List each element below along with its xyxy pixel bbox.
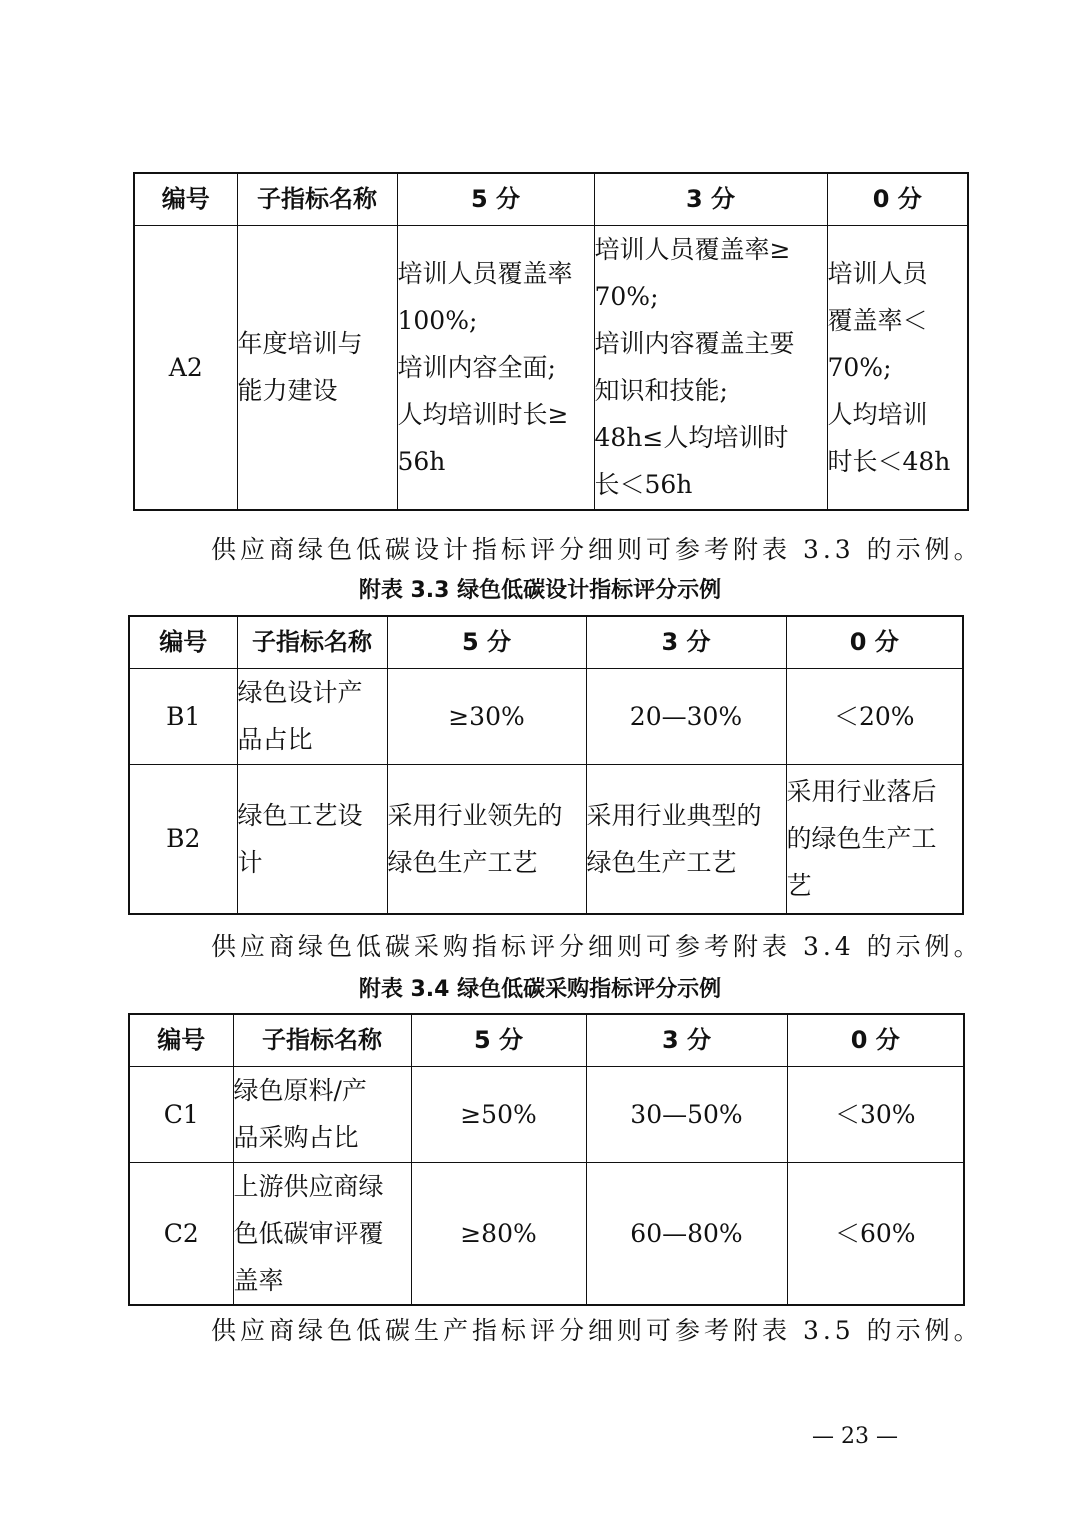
row-name: [237, 764, 387, 914]
cell-line: 采用行业领先的: [387, 800, 563, 830]
header-id: 编号: [134, 173, 237, 225]
row-id: C1: [129, 1066, 233, 1162]
table-row: [129, 1066, 964, 1162]
cell-line: 培训人员覆盖率≥: [594, 235, 791, 265]
row-score-0: ＜30%: [787, 1066, 964, 1162]
page-number: — 23 —: [812, 1424, 898, 1449]
row-score-5: ≥80%: [411, 1162, 586, 1305]
row-score-5: ≥50%: [411, 1066, 586, 1162]
row-score-0: [786, 764, 963, 914]
header-score-5: 5 分: [397, 173, 594, 225]
cell-line: 艺: [786, 871, 812, 901]
cell-line: 人均培训时长≥: [397, 399, 569, 429]
cell-line: 100%;: [397, 305, 478, 335]
header-score-5: 5 分: [411, 1014, 586, 1066]
cell-line: 绿色设计产: [237, 678, 363, 707]
header-name: 子指标名称: [233, 1014, 411, 1066]
cell-line: 人均培训: [827, 399, 928, 429]
row-id: A2: [134, 225, 237, 510]
scoring-table-c: [128, 1013, 965, 1306]
header-score-3: 3 分: [594, 173, 827, 225]
cell-line: 色低碳审评覆: [233, 1218, 384, 1248]
cell-line: 盖率: [233, 1265, 284, 1295]
header-name: 子指标名称: [237, 616, 387, 668]
row-score-5: [387, 764, 586, 914]
row-score-0: ＜60%: [787, 1162, 964, 1305]
header-id: 编号: [129, 1014, 233, 1066]
row-score-3: 60—80%: [586, 1162, 787, 1305]
row-score-3: [586, 764, 786, 914]
cell-line: 品采购占比: [233, 1123, 359, 1152]
row-score-0: ＜20%: [786, 668, 963, 764]
row-id: C2: [129, 1162, 233, 1305]
header-score-0: 0 分: [787, 1014, 964, 1066]
scoring-table-b: [128, 615, 964, 915]
cell-line: 培训人员覆盖率: [397, 258, 573, 288]
header-score-0: 0 分: [827, 173, 968, 225]
cell-line: 绿色生产工艺: [586, 847, 737, 877]
table-row: [129, 764, 963, 914]
cell-line: 培训人员: [827, 258, 928, 288]
header-name: 子指标名称: [237, 173, 397, 225]
table-row: [134, 225, 968, 510]
cell-line: 48h≤人均培训时: [594, 423, 789, 453]
table-header-row: [134, 173, 968, 225]
table-header-row: [129, 616, 963, 668]
cell-line: 采用行业落后: [786, 777, 937, 807]
cell-line: 70%;: [827, 352, 892, 382]
row-score-5: ≥30%: [387, 668, 586, 764]
row-score-5: [397, 225, 594, 510]
cell-line: 采用行业典型的: [586, 800, 762, 830]
row-score-3: [594, 225, 827, 510]
row-id: B1: [129, 668, 237, 764]
table-row: [129, 1162, 964, 1305]
cell-line: 上游供应商绿: [233, 1171, 384, 1201]
header-score-3: 3 分: [586, 1014, 787, 1066]
scoring-table-a: [133, 172, 969, 511]
cell-line: 覆盖率＜: [827, 305, 928, 335]
cell-line: 品占比: [237, 725, 313, 754]
row-name: [237, 668, 387, 764]
cell-line: 培训内容覆盖主要: [594, 329, 795, 359]
table-caption: 附表 3.3 绿色低碳设计指标评分示例: [358, 578, 722, 603]
header-score-3: 3 分: [586, 616, 786, 668]
row-name: [233, 1066, 411, 1162]
header-score-5: 5 分: [387, 616, 586, 668]
cell-line: 56h: [397, 446, 446, 476]
row-score-3: 30—50%: [586, 1066, 787, 1162]
paragraph: 供应商绿色低碳设计指标评分细则可参考附表 3.3 的示例。: [211, 535, 983, 564]
row-score-0: [827, 225, 968, 510]
table-header-row: [129, 1014, 964, 1066]
cell-line: 长＜56h: [594, 470, 693, 500]
row-id: B2: [129, 764, 237, 914]
cell-line: 知识和技能;: [594, 376, 728, 406]
paragraph: 供应商绿色低碳生产指标评分细则可参考附表 3.5 的示例。: [211, 1316, 983, 1345]
table-caption: 附表 3.4 绿色低碳采购指标评分示例: [358, 977, 722, 1002]
header-id: 编号: [129, 616, 237, 668]
row-name: [237, 225, 397, 510]
cell-line: 的绿色生产工: [786, 824, 937, 854]
cell-line: 绿色原料/产: [233, 1076, 367, 1105]
cell-line: 能力建设: [237, 376, 338, 406]
cell-line: 70%;: [594, 282, 659, 312]
cell-line: 绿色工艺设: [237, 800, 363, 830]
row-score-3: 20—30%: [586, 668, 786, 764]
cell-line: 年度培训与: [237, 329, 363, 359]
header-score-0: 0 分: [786, 616, 963, 668]
row-name: [233, 1162, 411, 1305]
cell-line: 培训内容全面;: [397, 352, 556, 382]
cell-line: 时长＜48h: [827, 446, 951, 476]
table-row: [129, 668, 963, 764]
cell-line: 绿色生产工艺: [387, 847, 538, 877]
cell-line: 计: [237, 847, 263, 877]
paragraph: 供应商绿色低碳采购指标评分细则可参考附表 3.4 的示例。: [211, 932, 983, 961]
